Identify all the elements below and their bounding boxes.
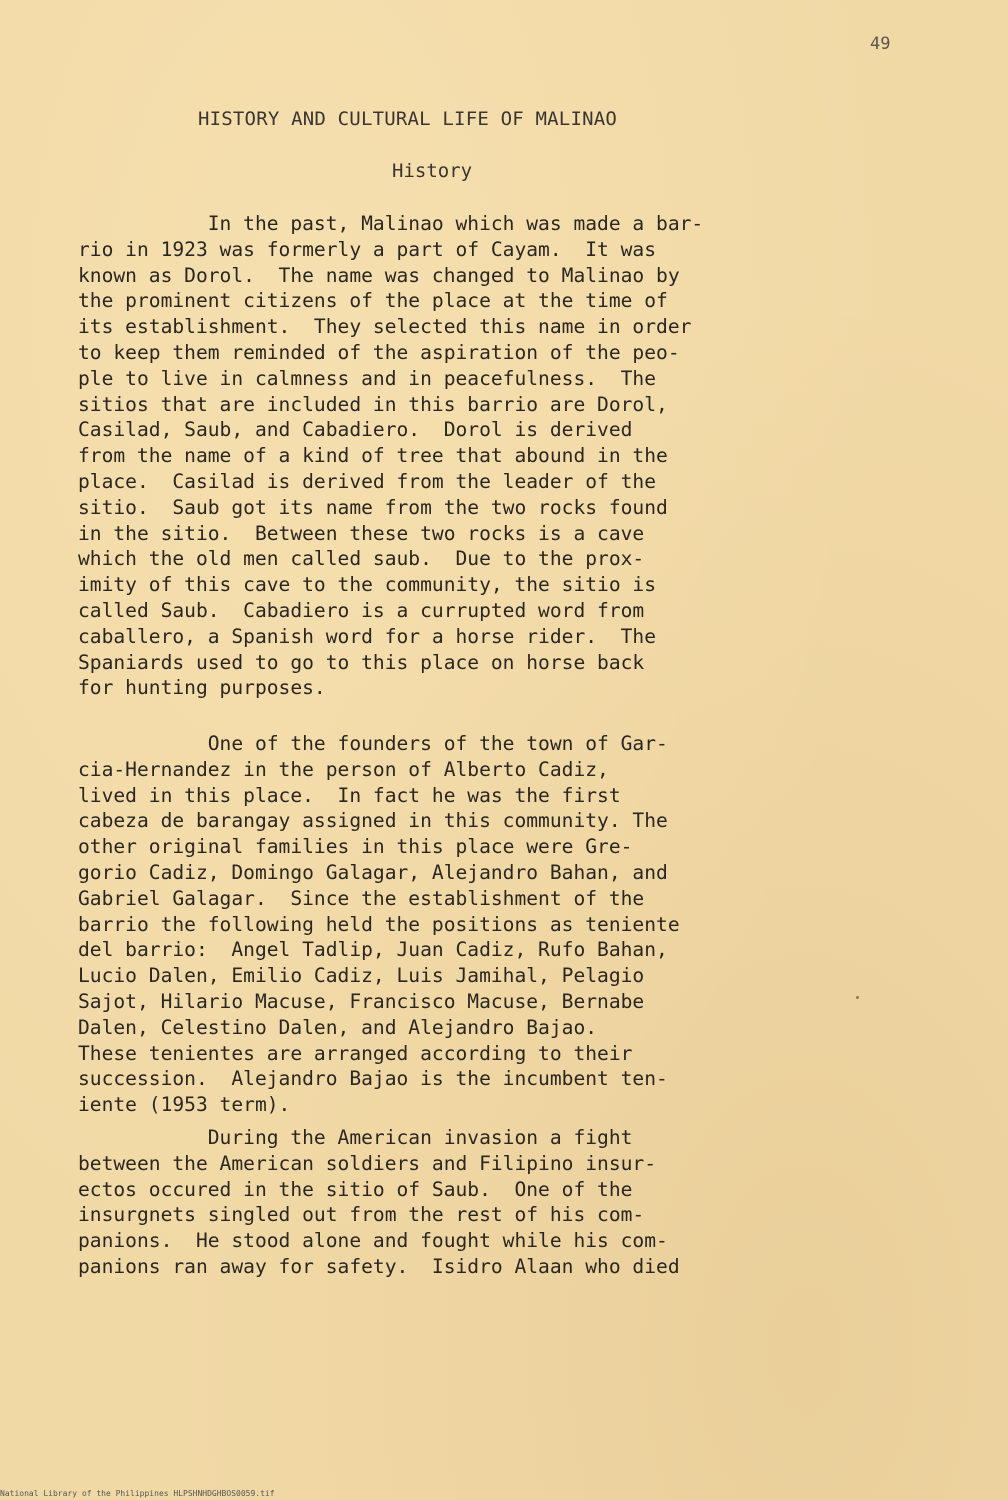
page-title: HISTORY AND CULTURAL LIFE OF MALINAO <box>198 108 618 130</box>
paragraph-1: In the past, Malinao which was made a bar- rio in 1923 was formerly a part of Cayam. It was known as Dorol. The name was changed to Malinao by the prominent citizens of the place at the time of its establishment. They selected this name in order to keep them reminded of the aspiration of the peo- ple to live in calmness and in peacefulness. The sitios that are included in this barrio are Dorol, Casilad, Saub, and Cabadiero. Dorol is derived from the name of a kind of tree that abound in the place. Casilad is derived from the leader of the sitio. Saub got its name from the two rocks found in the sitio. Between these two rocks is a cave which the old men called saub. Due to the prox- imity of this cave to the community, the sitio is called Saub. Cabadiero is a currupted word from caballero, a Spanish word for a horse rider. The Spaniards used to go to this place on horse back for hunting purposes. <box>78 212 704 700</box>
paragraph-2: One of the founders of the town of Gar- cia-Hernandez in the person of Alberto Cadiz, lived in this place. In fact he was the first cabeza de barangay assigned in this community. The other original families in this place were Gre- gorio Cadiz, Domingo Galagar, Alejandro Bahan, and Gabriel Galagar. Since the establishment of the barrio the following held the positions as teniente del barrio: Angel Tadlip, Juan Cadiz, Rufo Bahan, Lucio Dalen, Emilio Cadiz, Luis Jamihal, Pelagio Sajot, Hilario Macuse, Francisco Macuse, Bernabe Dalen, Celestino Dalen, and Alejandro Bajao. These tenientes are arranged according to their succession. Alejandro Bajao is the incumbent ten- iente (1953 term). <box>78 732 680 1117</box>
scan-footer: National Library of the Philippines HLPSHNHDGHBOS0059.tif <box>0 1489 275 1498</box>
paper-speck <box>856 996 859 999</box>
page-number: 49 <box>870 34 891 54</box>
section-heading: History <box>392 160 473 182</box>
paragraph-3: During the American invasion a fight between the American soldiers and Filipino insur- ectos occured in the sitio of Saub. One of the insurgnets singled out from the rest of his com- panions. He stood alone and fought while his com- panions ran away for safety. Isidro Alaan who died <box>78 1126 680 1278</box>
